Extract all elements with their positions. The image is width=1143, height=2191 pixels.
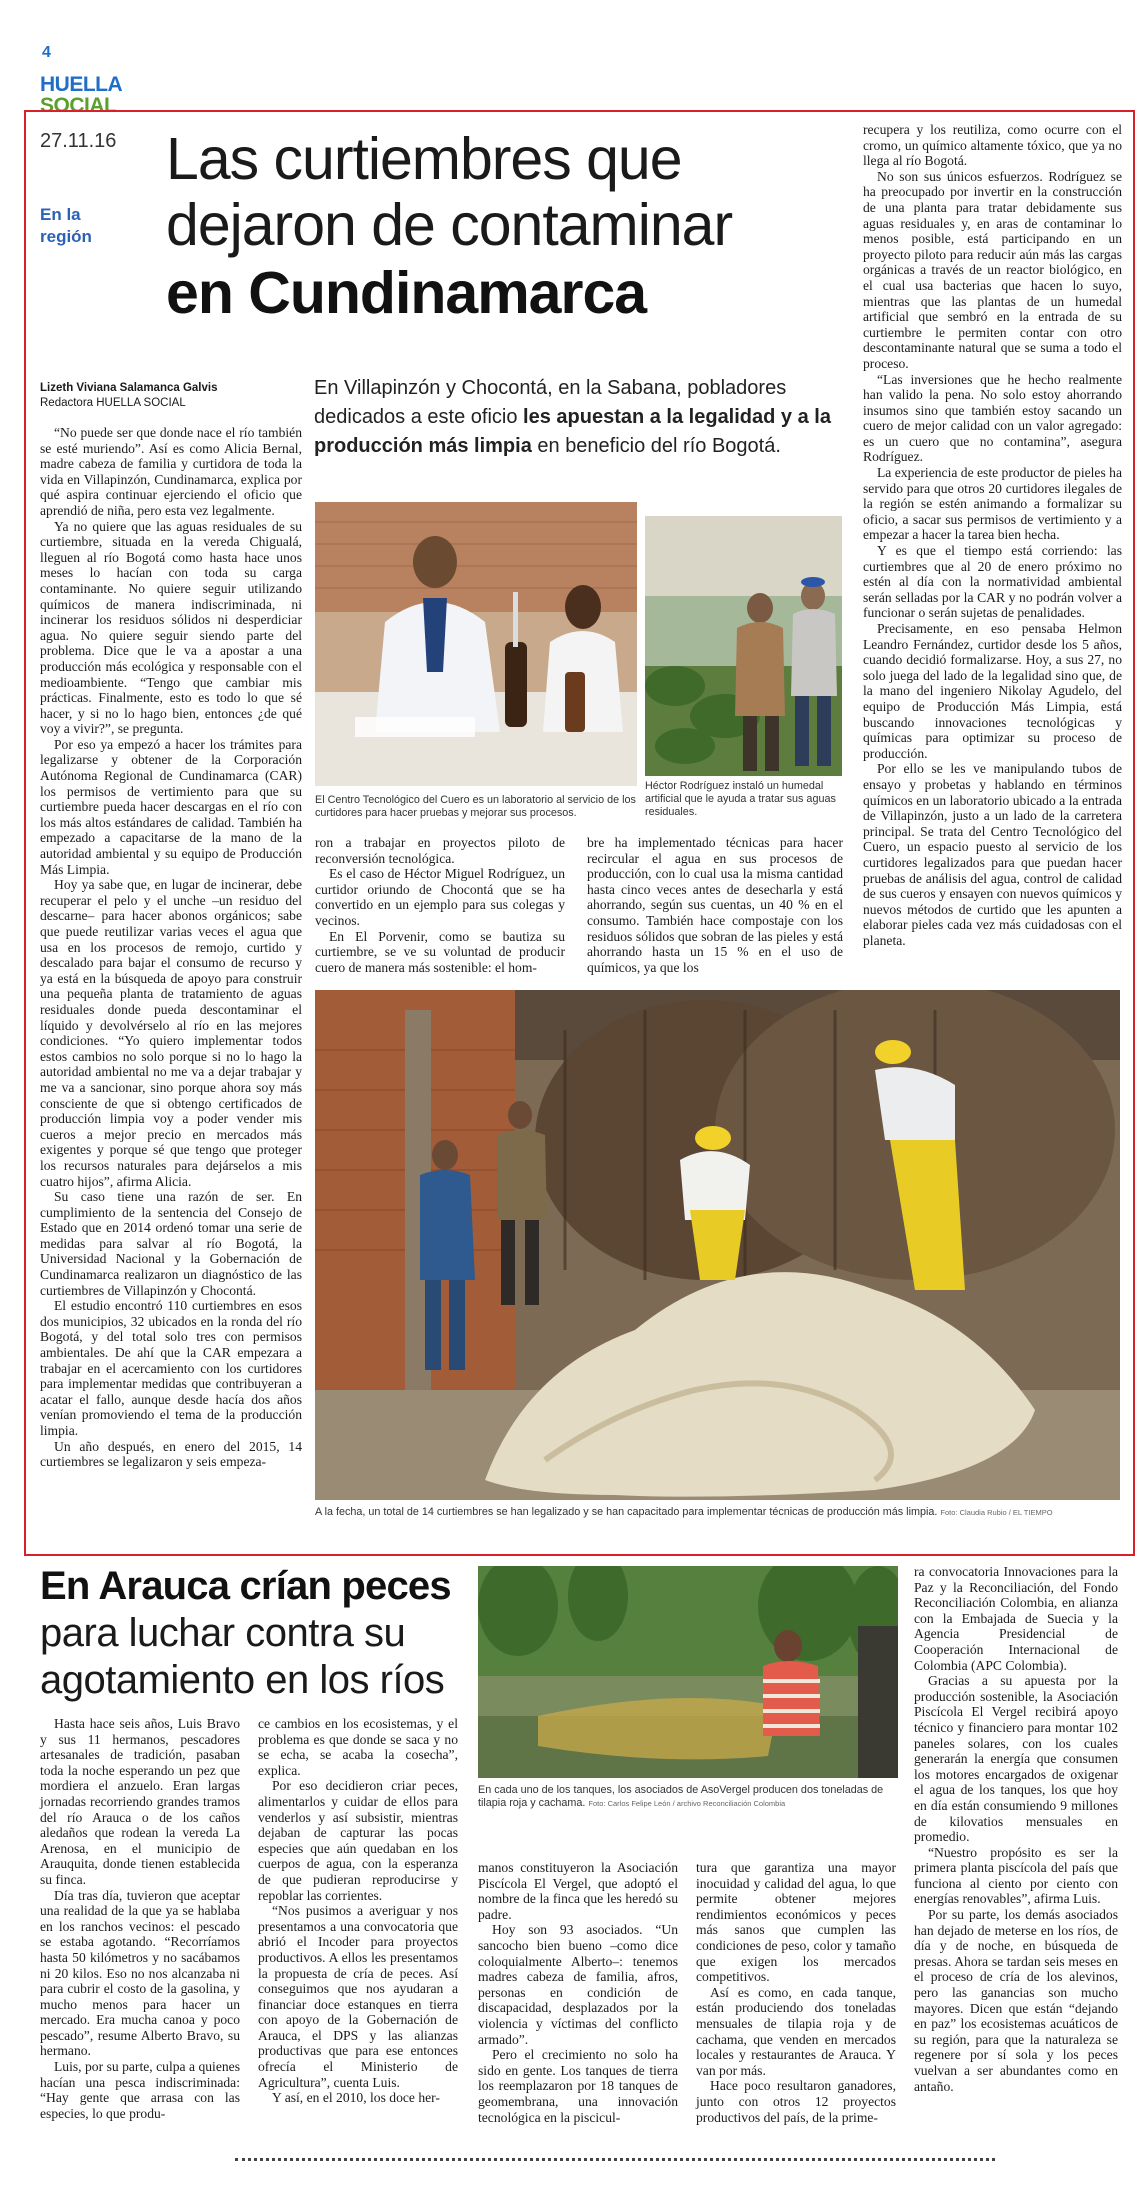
paragraph: tura que garantiza una mayor inocuidad y calidad del agua, lo que permite obtener mejores rendimientos económicos y peces más sanos que cumplen las condiciones de peso, color y tamaño que exigen los mercados competitivos. bbox=[696, 1860, 896, 1985]
article1-deck bbox=[314, 374, 864, 461]
wetland-photo bbox=[645, 516, 842, 776]
article1-column4 bbox=[863, 122, 1122, 948]
paragraph: Así es como, en cada tanque, están produciendo dos toneladas mensuales de tilapia roja y de cachama, que venden en mercados locales y restaurantes de Arauca. Y van por más. bbox=[696, 1984, 896, 2078]
paragraph: recupera y los reutiliza, como ocurre con el cromo, un químico altamente tóxico, que ya no llega al río Bogotá. bbox=[863, 122, 1122, 169]
article2-column2 bbox=[258, 1716, 458, 2106]
paragraph: Por eso ya empezó a hacer los trámites para legalizarse y obtener de la Corporación Autónoma Regional de Cundinamarca (CAR) los permisos de vertimiento para que su curtiembre pueda hacer descargas en el río con los más altos estándares de calidad. También ha empezado a capacitarse de la mano de la autoridad ambiental y su equipo de Producción Más Limpia. bbox=[40, 736, 302, 877]
deck-part2: en beneficio del río Bogotá. bbox=[531, 435, 781, 457]
paragraph: Hace poco resultaron ganadores, junto con otros 12 proyectos productivos del país, de la prime- bbox=[696, 2078, 896, 2125]
article1-title bbox=[166, 126, 846, 328]
article2-column1 bbox=[40, 1716, 240, 2121]
bottom-dotted-rule bbox=[235, 2158, 995, 2161]
paragraph: Precisamente, en eso pensaba Helmon Leandro Fernández, curtidor desde los 5 años, cuando decidió formalizarse. Hoy, a sus 27, no solo juega del lado de la legalidad sino que, de la mano del ingeniero Nikolay Agudelo, del equipo de Producción Más Limpia, está buscando innovaciones tecnológicas y químicas para optimizar su proceso de producción. bbox=[863, 621, 1122, 761]
caption-main-text: A la fecha, un total de 14 curtiembres se han legalizado y se han capacitado para implementar técnicas de producción más limpia. bbox=[315, 1506, 938, 1518]
paragraph: Hasta hace seis años, Luis Bravo y sus 11 hermanos, pescadores artesanales de tradición, pasaban toda la noche esperando un pez que mordiera el anzuelo. Eran largas jornadas recorriendo grandes tramos del río Arauca o de los caños aledaños que rodean la vereda La Arenosa, en el municipio de Arauquita, donde tienen establecida su finca. bbox=[40, 1716, 240, 1887]
paragraph: Y así, en el 2010, los doce her- bbox=[272, 2090, 440, 2106]
paragraph: Por eso decidieron criar peces, alimentarlos y cuidar de ellos para venderlos y así subsistir, mientras dejaban de capturar las pocas especies que aún quedaban en los cuerpos de agua, con la esperanza de que pudieran reproducirse y repoblar las corrientes. bbox=[258, 1778, 458, 1903]
article2-title-line1: En Arauca crían peces bbox=[40, 1564, 451, 1608]
paragraph: El estudio encontró 110 curtiembres en esos dos municipios, 32 ubicados en la ronda del río Bogotá, y del total solo tres con permisos ambientales. De ahí que la CAR empezara a trabajar en el acercamiento con los curtidores para implementar medidas que contribuyeran a acatar el fallo, aunque desde hacía dos años venían promoviendo el tema de la producción limpia. bbox=[40, 1298, 302, 1438]
tannery-photo bbox=[315, 990, 1120, 1500]
paragraph: “Nuestro propósito es ser la primera planta piscícola del país que funciona al ciento por ciento con energías renovables”, afirma Luis. bbox=[914, 1844, 1118, 1907]
article2-title bbox=[40, 1562, 470, 1704]
paragraph: “Nos pusimos a averiguar y nos presentamos a una convocatoria que abrió el Incoder para proyectos productivos. A ellos les presentamos la propuesta de cría de peces. Así conseguimos que nos ayudaran a financiar doce estanques en tierra con apoyo de la Gobernación de Arauca, el DPS y las alianzas productivas que para ese entonces ofrecía el Ministerio de Agricultura”, cuenta Luis. bbox=[258, 1903, 458, 2090]
caption-wetland: Héctor Rodríguez instaló un humedal artificial que le ayuda a tratar sus aguas residuales. bbox=[645, 780, 836, 818]
article1-title-line2: dejaron de contaminar bbox=[166, 192, 733, 258]
paragraph: Día tras día, tuvieron que aceptar una realidad de la que ya se hablaba en los ranchos vecinos: el pescado se estaba agotando. “Recorríamos hasta 50 kilómetros y no sacábamos ni 20 kilos. Eso no nos alcanzaba ni para cubrir el costo de la gasolina, y mucho menos para hacer un mercado. Era mucha canoa y poco pescado”, resume Alberto Bravo, su hermano. bbox=[40, 1887, 240, 2059]
article2-title-line3: agotamiento en los ríos bbox=[40, 1658, 445, 1702]
brand-line1: HUELLA bbox=[40, 73, 123, 96]
paragraph: “Las inversiones que he hecho realmente han valido la pena. No solo estoy ahorrando insumos sino que también estoy sacando un cuero de mejor calidad con un valor agregado: es un cuero que no contamina”, asegura Rodríguez. bbox=[863, 371, 1122, 465]
paragraph: Ya no quiere que las aguas residuales de su curtiembre, situada en la vereda Chigualá, lleguen al río Bogotá como hasta hace unos meses lo hacían con toda su carga contaminante. No quiere seguir utilizando químicos de manera indiscriminada, ni incinerar los residuos sólidos ni desperdiciar agua. No quiere seguir siendo parte del problema. Dice que le va a apostar a una producción más ecológica y responsable con el medioambiente. “Tengo que cambiar mis prácticas. Finalmente, esto es todo lo que sé hacer, y si no lo hago bien, entonces ¿de qué voy a vivir?”, se pregunta. bbox=[40, 518, 302, 737]
paragraph: ce cambios en los ecosistemas, y el problema es que donde se saca y no se echa, se acaba la cosecha”, explica. bbox=[258, 1716, 458, 1778]
lab-photo-illustration bbox=[315, 502, 637, 786]
photo-credit-main: Foto: Claudia Rubio / EL TIEMPO bbox=[940, 1508, 1053, 1517]
article1-title-line1: Las curtiembres que bbox=[166, 126, 682, 192]
page-number: 4 bbox=[42, 44, 51, 61]
fish-farm-photo-illustration bbox=[478, 1566, 898, 1778]
paragraph: manos constituyeron la Asociación Piscícola El Vergel, que adoptó el nombre de la finca que les heredó su padre. bbox=[478, 1860, 678, 1922]
paragraph: Por ello se les ve manipulando tubos de ensayo y probetas y hablando en términos químicos en un laboratorio ubicado a la entrada de Villapinzón, justo a un lado de la carretera principal. Se trata del Centro Tecnológico del Cuero, un espacio puesto al servicio de los curtidores legalizados para que puedan hacer pruebas de análisis del agua, control de calidad de sus cueros y ensayen con nuevos químicos y nuevos métodos de curtido que les apunten a elaborar pieles cada vez más cuidadosas con el planeta. bbox=[863, 761, 1122, 948]
caption-fish-text: En cada uno de los tanques, los asociados de AsoVergel producen dos toneladas de tilapia roja y cachama. bbox=[478, 1784, 884, 1809]
paragraph: Hoy son 93 asociados. “Un sancocho bien bueno –como dice coloquialmente Alberto–: tenemos madres cabeza de familia, afros, personas en condición de discapacidad, desplazados por la violencia y víctimas del conflicto armado”. bbox=[478, 1922, 678, 2047]
byline bbox=[40, 382, 310, 409]
caption-lab: El Centro Tecnológico del Cuero es un laboratorio al servicio de los curtidores para hacer pruebas y mejorar sus procesos. bbox=[315, 794, 636, 819]
paragraph: Hoy ya sabe que, en lugar de incinerar, debe recuperar el pelo y el unche –un residuo del descarne– para hacer abonos orgánicos; sabe que puede reutilizar varias veces el agua que usa en los procesos de remojo, curtido y descalado para bajar el consumo de recurso y ya está en la búsqueda de apoyo para construir una pequeña planta de tratamiento de aguas residuales donde pueda descontaminar el líquido y devolvérselo al río en las mejores condiciones. “Yo quiero implementar todos estos cambios no solo porque si no lo hago la autoridad ambiental no me va a dejar trabajar y me va a sancionar, sino porque ahora soy más consciente de que si obtengo certificados de producción limpia voy a poder vender mis cueros a mejor precio en mercados más exigentes y porque sé que tengo que proteger los recursos naturales para dejárselos a mis cuatro hijos”, afirma Alicia. bbox=[40, 877, 302, 1189]
paragraph: La experiencia de este productor de pieles ha servido para que otros 20 curtidores ilegales de la región se estén animando a formalizar su oficio, a sacar sus permisos de vertimiento y a empezar a hacer la tarea bien hecha. bbox=[863, 465, 1122, 543]
paragraph: Un año después, en enero del 2015, 14 curtiembres se legalizaron y seis empeza- bbox=[40, 1438, 302, 1470]
brand-line2: SOCIAL bbox=[40, 94, 117, 117]
wetland-photo-illustration bbox=[645, 516, 842, 776]
caption-fish bbox=[478, 1784, 898, 1810]
article1-column3 bbox=[587, 835, 843, 975]
paragraph: Gracias a su apuesta por la producción sostenible, la Asociación Piscícola El Vergel recibirá apoyo técnico y financiero para montar 102 paneles solares, con los cuales generarán la energía que consumen los motores encargados de oxigenar el agua de los tanques, los que hoy en día están consumiendo 9 millones de kilovatios mensuales en promedio. bbox=[914, 1673, 1118, 1845]
paragraph: Pero el crecimiento no solo ha sido en gente. Los tanques de tierra los reemplazaron por 18 tanques de geomembrana, una innovación tecnológica en la piscicul- bbox=[478, 2047, 678, 2125]
article2-title-line2: para luchar contra su bbox=[40, 1611, 406, 1655]
tannery-photo-illustration bbox=[315, 990, 1120, 1500]
article2-column5 bbox=[914, 1564, 1118, 2094]
paragraph: “No puede ser que donde nace el río también se esté muriendo”. Así es como Alicia Bernal, madre cabeza de familia y curtidora de toda la vida en Villapinzón, Cundinamarca, explica por qué aspira continuar ejerciendo el oficio que aprendió de niña, pero esta vez legalmente. bbox=[40, 425, 302, 518]
paragraph: Su caso tiene una razón de ser. En cumplimiento de la sentencia del Consejo de Estado que en 2014 ordenó tomar una serie de medidas para salvar al río Bogotá, la Universidad Nacional y la Gobernación de Cundinamarca realizaron un diagnóstico de las curtiembres de Villapinzón y Chocontá. bbox=[40, 1189, 302, 1298]
article1-column2 bbox=[315, 835, 565, 975]
paragraph: ra convocatoria Innovaciones para la Paz y la Reconciliación, del Fondo Reconciliación Colombia, en alianza con la Embajada de Suecia y la Agencia Presidencial de Cooperación Internacional de Colombia (APC Colombia). bbox=[914, 1564, 1118, 1673]
paragraph: ron a trabajar en proyectos piloto de reconversión tecnológica. bbox=[315, 835, 565, 866]
section-label: En la región bbox=[40, 205, 92, 246]
deck-bold: les apuestan a la legalidad y a la producción más limpia bbox=[314, 406, 831, 457]
byline-name: Lizeth Viviana Salamanca Galvis bbox=[40, 382, 218, 394]
deck-part1: En Villapinzón y Chocontá, en la Sabana, pobladores dedicados a este oficio bbox=[314, 377, 787, 428]
paragraph: No son sus únicos esfuerzos. Rodríguez se ha preocupado por invertir en la construcción de una planta para tratar debidamente sus aguas residuales y, en aras de contaminar lo menos posible, está participando en un proyecto piloto para reducir aún más las cargas orgánicas a través de un reactor biológico, en el cual usa bacterias que hacen lo suyo, mientras que las plantas de un humedal artificial que sembró en la entrada de su curtiembre le permiten contar con otro descontaminante natural que se suma a todo el proceso. bbox=[863, 168, 1122, 371]
article2-column3 bbox=[478, 1860, 678, 2125]
article1-title-line3: en Cundinamarca bbox=[166, 260, 647, 326]
article2-column4 bbox=[696, 1860, 896, 2125]
fish-farm-photo bbox=[478, 1566, 898, 1778]
lab-photo bbox=[315, 502, 637, 786]
paragraph: Es el caso de Héctor Miguel Rodríguez, un curtidor oriundo de Chocontá que se ha convertido en un ejemplo para sus colegas y vecinos. bbox=[315, 866, 565, 928]
issue-date: 27.11.16 bbox=[40, 130, 117, 152]
paragraph: Y es que el tiempo está corriendo: las curtiembres que al 20 de enero próximo no estén al día con la normatividad ambiental serán selladas por la CAR y no podrán volver a funcionar o serán sujetas de penalidades. bbox=[863, 543, 1122, 621]
paragraph: bre ha implementado técnicas para hacer recircular el agua en sus procesos de producción, con lo cual usa la misma cantidad hasta cinco veces antes de desecharla y está ahorrando, según sus cuentas, un 40 % en el consumo. También hace compostaje con los residuos sólidos que sobran de las pieles y está ahorrando hasta un 15 % en el uso de químicos, ya que los bbox=[587, 835, 843, 975]
paragraph: Por su parte, los demás asociados han dejado de meterse en los ríos, de día y de noche, en búsqueda de presas. Ahora se tardan seis meses en el proceso de cría de los alevinos, pero las ganancias son mucho mayores. Dicen que están “dejando en paz” los ecosistemas acuáticos de su región, para que la naturaleza se regenere por sí sola y los peces vuelvan a ser abundantes como en antaño. bbox=[914, 1907, 1118, 2094]
caption-main bbox=[315, 1506, 1120, 1519]
article1-column1 bbox=[40, 425, 302, 1470]
byline-role: Redactora HUELLA SOCIAL bbox=[40, 397, 186, 409]
paragraph: Luis, por su parte, culpa a quienes hacían una pesca indiscriminada: “Hay gente que arrasa con las especies, lo que produ- bbox=[40, 2059, 240, 2121]
paragraph: En El Porvenir, como se bautiza su curtiembre, se ve su voluntad de producir cuero de manera más sostenible: el hom- bbox=[315, 928, 565, 975]
photo-credit-fish: Foto: Carlos Felipe León / archivo Reconciliación Colombia bbox=[588, 1799, 786, 1808]
